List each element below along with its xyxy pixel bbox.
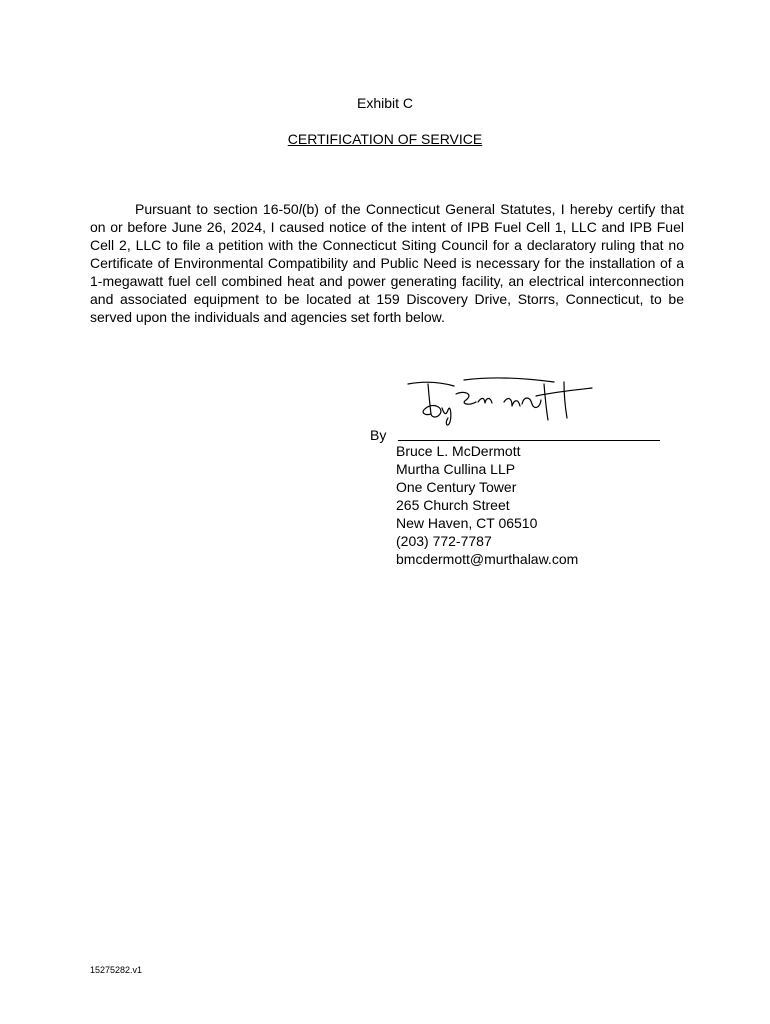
signer-street: 265 Church Street — [396, 497, 510, 513]
signer-firm: Murtha Cullina LLP — [396, 461, 516, 477]
signer-email: bmcdermott@murthalaw.com — [396, 551, 579, 567]
body-text-italic-letter: l — [298, 201, 302, 217]
signer-building: One Century Tower — [396, 479, 517, 495]
body-text-part-1: Pursuant to section 16-50 — [135, 201, 299, 217]
signer-phone: (203) 772-7787 — [396, 533, 492, 549]
by-label: By — [370, 427, 387, 443]
signer-city: New Haven, CT 06510 — [396, 515, 538, 531]
body-text-part-2: (b) of the Connecticut General Statutes, I hereby certify that on or before June 26, 2024, I caused notice of the intent of IPB Fuel Cell 1, LLC and IPB Fuel Cell 2, LLC to file a petition with the Connecticut Siting Council for a declaratory ruling that no Certificate of Environmental Compatibility and Public Need is necessary for the installation of a 1-megawatt fuel cell combined heat and power generating facility, an electrical interconnection and associated equipment to be located at 159 Discovery Drive, Storrs, Connecticut, to be served upon the individuals and agencies set forth below. — [90, 201, 684, 325]
document-title: CERTIFICATION OF SERVICE — [287, 131, 483, 147]
signature-block — [396, 442, 578, 568]
exhibit-label: Exhibit C — [356, 95, 414, 111]
document-id: 15275282.v1 — [90, 965, 143, 975]
signature-line — [398, 440, 660, 441]
signer-name: Bruce L. McDermott — [396, 443, 521, 459]
certification-paragraph — [90, 200, 684, 326]
handwritten-signature — [404, 374, 594, 430]
